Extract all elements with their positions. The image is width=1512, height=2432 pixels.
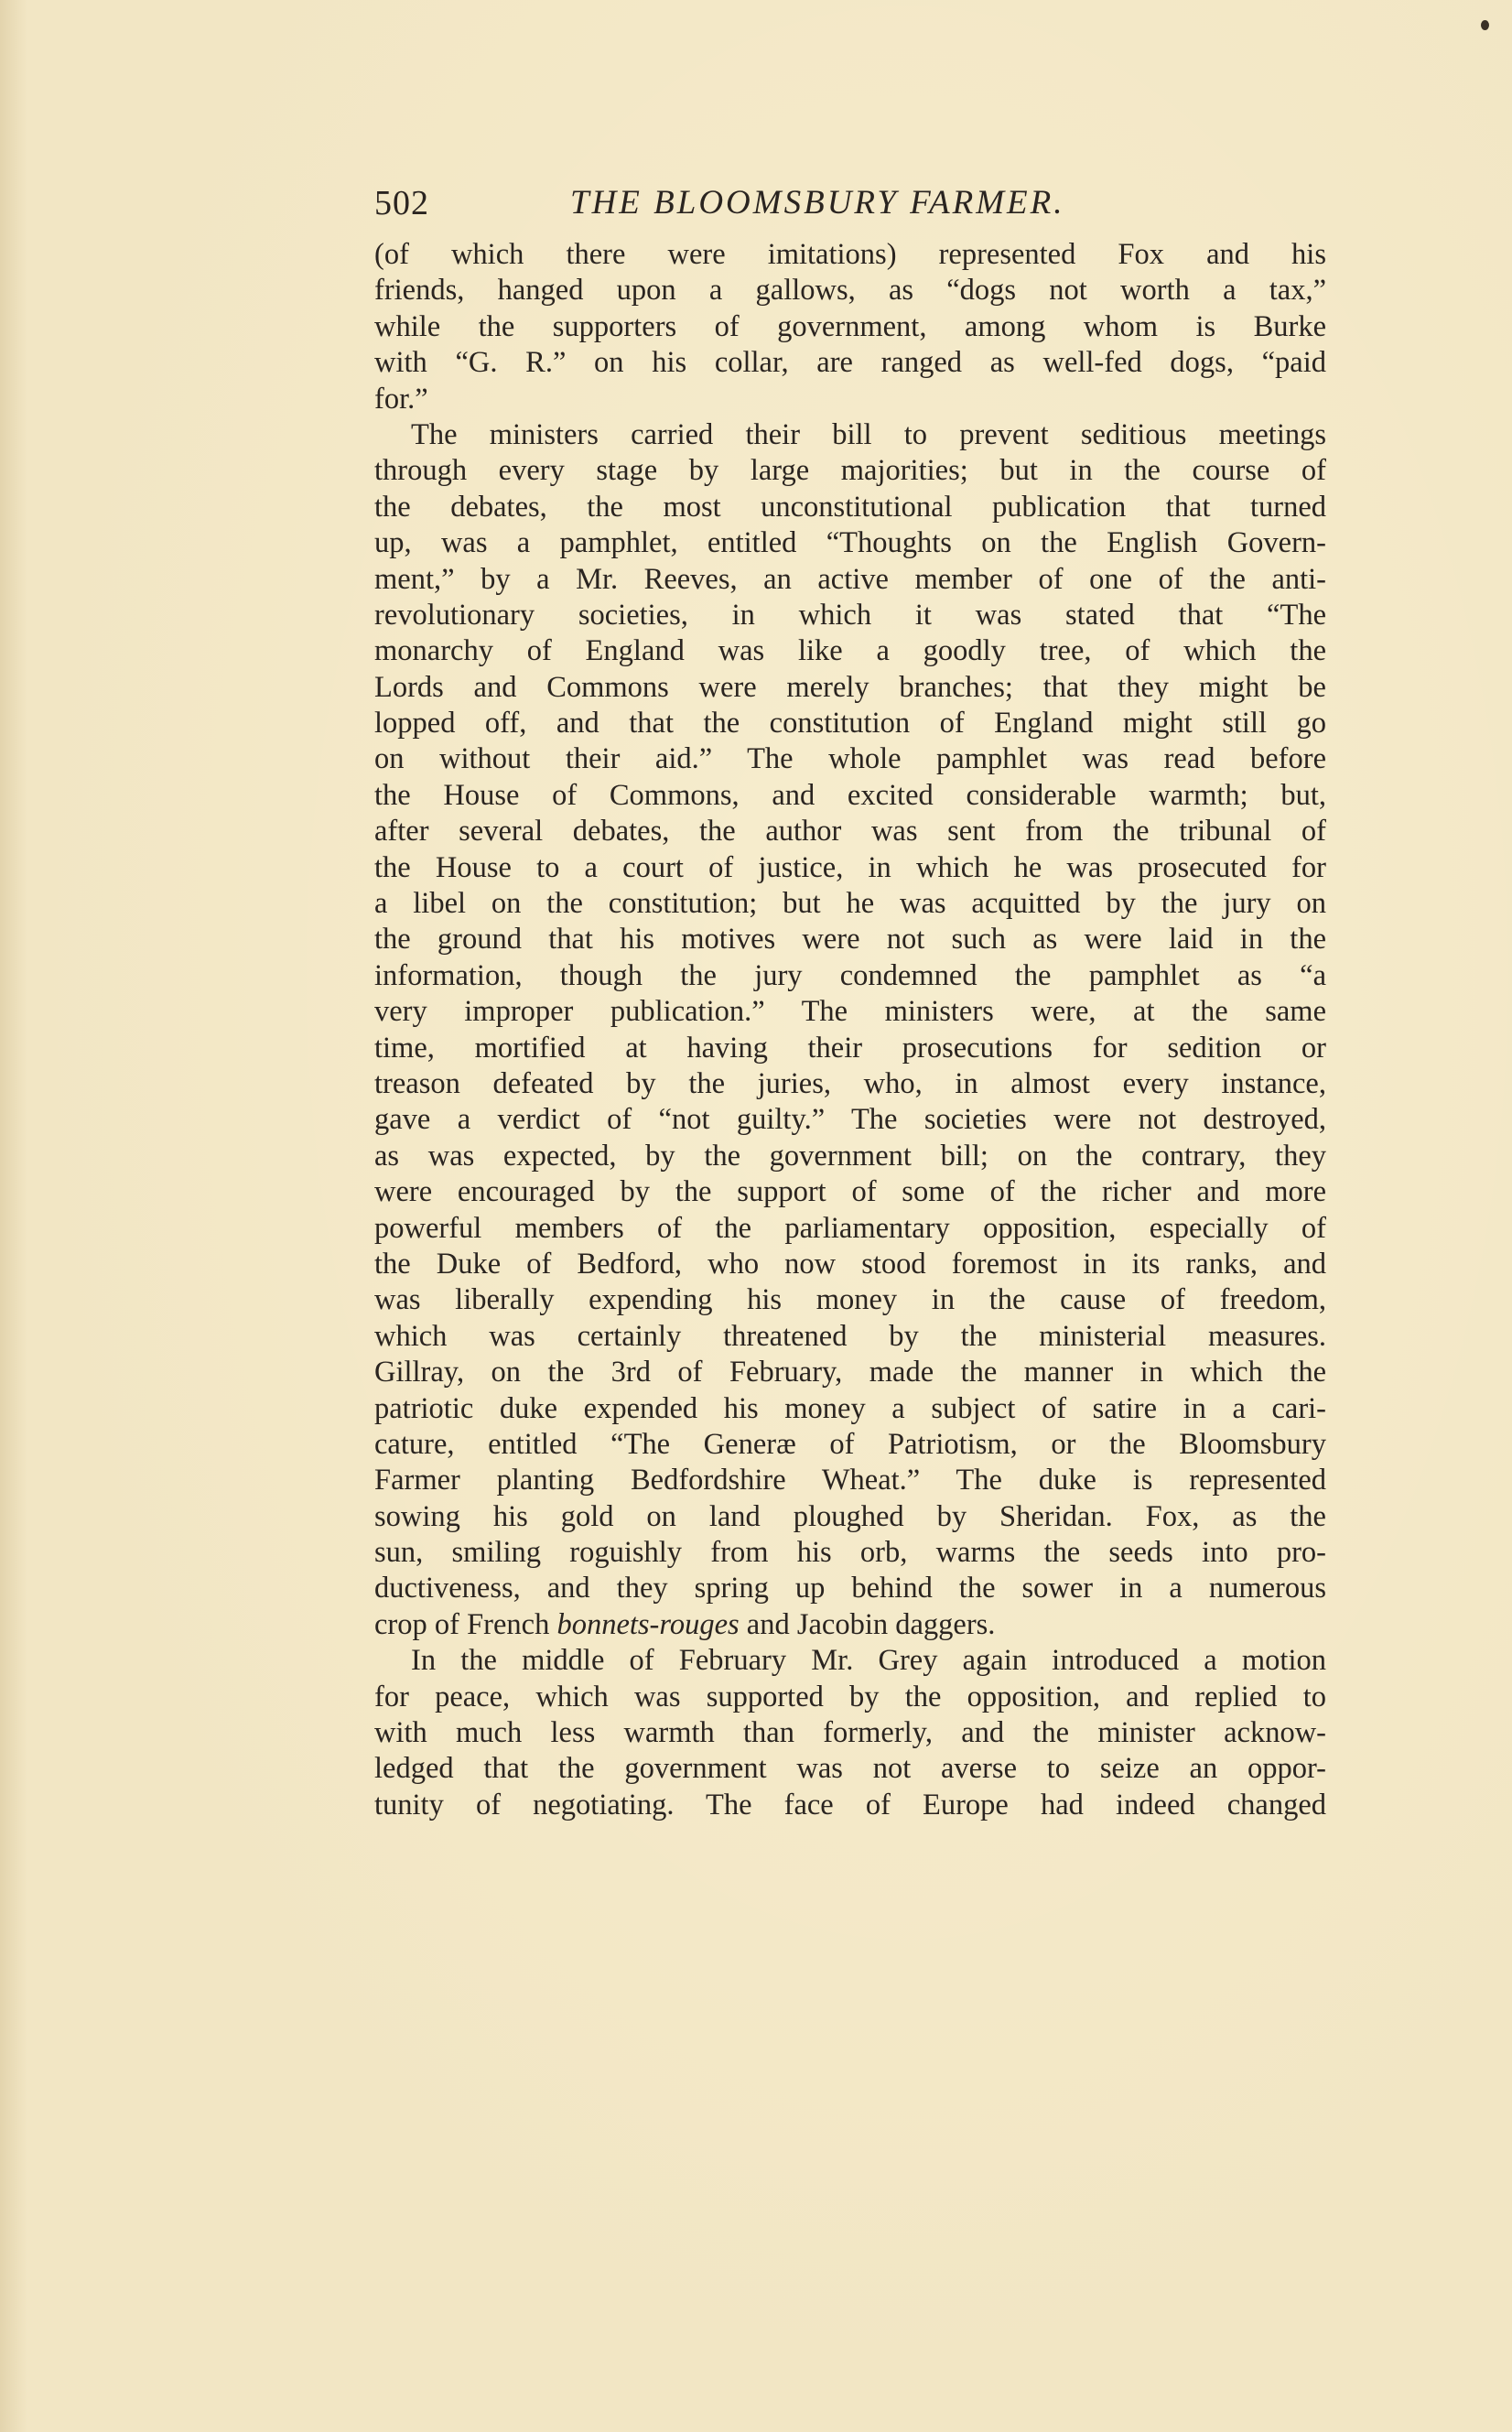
text-line — [374, 309, 1326, 345]
text-line-continuation: and Jacobin daggers. — [739, 1607, 996, 1641]
text-line-content: for peace, which was supported by the opposition, and replied to — [374, 1680, 1326, 1713]
text-line-content: sun, smiling roguishly from his orb, warms the seeds into pro- — [374, 1536, 1326, 1570]
text-line-content: up, was a pamphlet, entitled “Thoughts on the English Govern- — [374, 526, 1326, 560]
text-line-content: treason defeated by the juries, who, in almost every instance, — [374, 1066, 1326, 1100]
text-line — [374, 562, 1326, 598]
text-line — [374, 1427, 1326, 1463]
text-line-content: powerful members of the parliamentary opposition, especially of — [374, 1211, 1326, 1245]
text-line-content: the Duke of Bedford, who now stood foremost in its ranks, and — [374, 1247, 1326, 1281]
text-line — [374, 1751, 1326, 1787]
text-line — [374, 1715, 1326, 1751]
text-line-content: monarchy of England was like a goodly tree, of which the — [374, 634, 1326, 668]
text-line — [374, 1139, 1326, 1174]
text-line — [374, 670, 1326, 706]
text-line — [374, 417, 1326, 453]
text-line-content: ledged that the government was not averse to seize an oppor- — [374, 1752, 1326, 1786]
text-line-content: as was expected, by the government bill; on the contrary, they — [374, 1139, 1326, 1173]
text-line-content: the ground that his motives were not such as were laid in the — [374, 923, 1326, 957]
text-line-content: tunity of negotiating. The face of Europe had indeed changed — [374, 1788, 1326, 1821]
text-line-content: the House to a court of justice, in which he was prosecuted for — [374, 850, 1326, 884]
page-header — [374, 179, 1326, 227]
text-line — [374, 1607, 1326, 1643]
text-line — [374, 1535, 1326, 1571]
text-line — [374, 1391, 1326, 1427]
text-line — [374, 1102, 1326, 1138]
text-line — [374, 345, 1326, 381]
text-line-content: the House of Commons, and excited considerable warmth; but, — [374, 778, 1326, 812]
text-line-content: Lords and Commons were merely branches; that they might be — [374, 670, 1326, 704]
text-line — [374, 1066, 1326, 1102]
text-line — [374, 958, 1326, 994]
text-line-content: gave a verdict of “not guilty.” The societies were not destroyed, — [374, 1103, 1326, 1137]
text-line — [374, 1282, 1326, 1318]
text-line-content: The ministers carried their bill to prevent seditious meetings — [411, 417, 1326, 451]
text-line — [374, 453, 1326, 489]
text-line — [374, 237, 1326, 273]
text-line-content: Gillray, on the 3rd of February, made the manner in which the — [374, 1356, 1326, 1389]
text-line-content: (of which there were imitations) represented Fox and his — [374, 238, 1326, 271]
italic-phrase: bonnets-rouges — [556, 1607, 740, 1641]
text-line — [374, 1571, 1326, 1606]
text-line — [374, 633, 1326, 669]
ink-speck — [1481, 20, 1489, 30]
text-line — [374, 273, 1326, 308]
text-line-content: with “G. R.” on his collar, are ranged as well-fed dogs, “paid — [374, 346, 1326, 380]
text-line — [374, 1319, 1326, 1355]
text-line-content: In the middle of February Mr. Grey again introduced a motion — [411, 1644, 1326, 1678]
text-line-content: ductiveness, and they spring up behind the sower in a numerous — [374, 1572, 1326, 1605]
text-line-content: patriotic duke expended his money a subject of satire in a cari- — [374, 1391, 1326, 1425]
running-title: THE BLOOMSBURY FARMER. — [570, 184, 1065, 222]
text-line — [374, 1355, 1326, 1390]
text-line — [374, 1174, 1326, 1210]
text-line — [374, 1643, 1326, 1679]
text-line — [374, 922, 1326, 957]
text-line — [374, 1211, 1326, 1247]
text-line-content: were encouraged by the support of some of the richer and more — [374, 1175, 1326, 1209]
text-line-content: friends, hanged upon a gallows, as “dogs not worth a tax,” — [374, 274, 1326, 308]
text-line-content: through every stage by large majorities; but in the course of — [374, 454, 1326, 488]
text-line-content: crop of French — [374, 1607, 557, 1641]
text-line-content: for.” — [374, 382, 428, 416]
body-text — [374, 237, 1326, 1823]
text-line — [374, 1788, 1326, 1823]
text-line-content: while the supporters of government, among whom is Burke — [374, 309, 1326, 343]
text-line — [374, 1499, 1326, 1535]
text-line — [374, 382, 1326, 417]
text-line-content: a libel on the constitution; but he was acquitted by the jury on — [374, 887, 1326, 921]
text-line-content: sowing his gold on land ploughed by Sheridan. Fox, as the — [374, 1499, 1326, 1533]
text-line-content: which was certainly threatened by the ministerial measures. — [374, 1319, 1326, 1353]
text-line-content: very improper publication.” The ministers were, at the same — [374, 995, 1326, 1029]
text-line-content: lopped off, and that the constitution of England might still go — [374, 707, 1326, 740]
text-line-content: ment,” by a Mr. Reeves, an active member of one of the anti- — [374, 562, 1326, 596]
text-line-content: was liberally expending his money in the cause of freedom, — [374, 1283, 1326, 1317]
text-line — [374, 850, 1326, 886]
text-line — [374, 741, 1326, 777]
text-line-content: on without their aid.” The whole pamphlet was read before — [374, 742, 1326, 776]
text-line — [374, 778, 1326, 814]
text-line — [374, 1463, 1326, 1498]
text-line-content: with much less warmth than formerly, and the minister acknow- — [374, 1716, 1326, 1750]
page-number: 502 — [374, 184, 429, 222]
text-line — [374, 1680, 1326, 1715]
text-line — [374, 525, 1326, 561]
text-line — [374, 994, 1326, 1030]
text-line — [374, 706, 1326, 741]
text-line — [374, 1247, 1326, 1282]
text-line — [374, 886, 1326, 922]
text-line — [374, 490, 1326, 525]
text-line — [374, 598, 1326, 633]
text-line-content: revolutionary societies, in which it was stated that “The — [374, 598, 1326, 632]
text-line-content: information, though the jury condemned the pamphlet as “a — [374, 958, 1326, 992]
text-line-content: the debates, the most unconstitutional publication that turned — [374, 490, 1326, 524]
text-line-content: time, mortified at having their prosecutions for sedition or — [374, 1031, 1326, 1065]
text-line-content: cature, entitled “The Generæ of Patriotism, or the Bloomsbury — [374, 1427, 1326, 1461]
text-line — [374, 1031, 1326, 1066]
text-line-content: Farmer planting Bedfordshire Wheat.” The duke is represented — [374, 1464, 1326, 1497]
text-line-content: after several debates, the author was sent from the tribunal of — [374, 815, 1326, 848]
text-line — [374, 814, 1326, 849]
